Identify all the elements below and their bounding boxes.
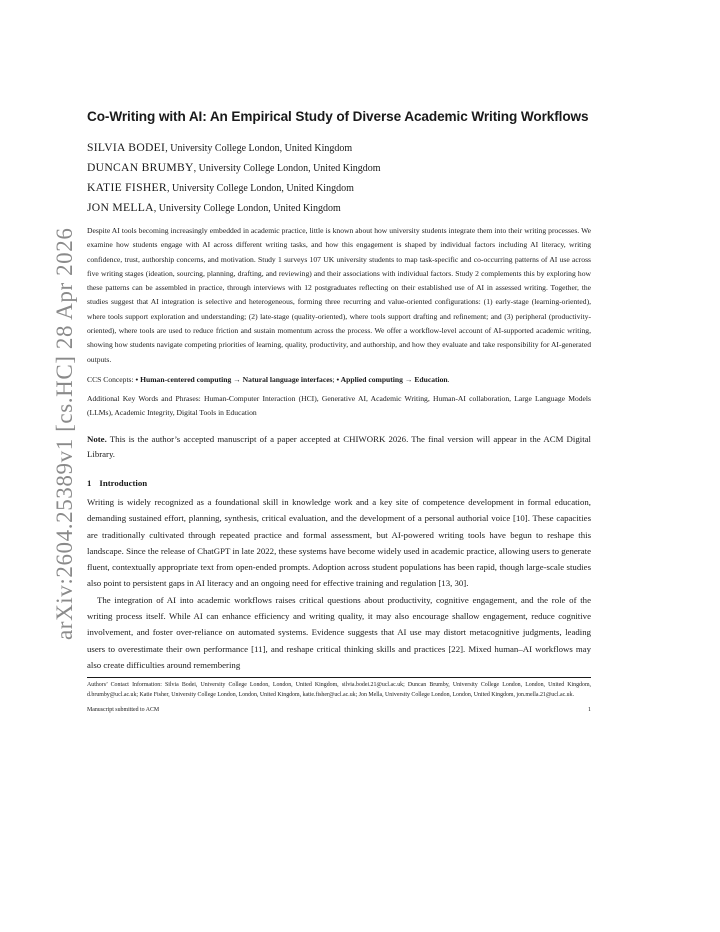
abstract: Despite AI tools becoming increasingly embedded in academic practice, little is known about how university students integrate them into their writing processes. We examine how students engage with AI across different writing tasks, and how this engagement is shaped by individual factors including AI literacy, writing confidence, trust, authorship concerns, and motivation. Study 1 surveys 107 UK university students to map task-specific and co-occurring patterns of AI use across five writing stages (ideation, sourcing, planning, drafting, and reviewing) and their associations with individual factors. Study 2 complements this by exploring how these patterns can be assembled in practice, through interviews with 12 postgraduates reflecting on their established use of AI in assessed writing. Together, the studies suggest that AI integration is selective and heterogeneous, forming three recurring and value-oriented configurations: (1) early-stage (learning-oriented), where tools support exploration and understanding; (2) late-stage (quality-oriented), where tools support drafting and refinement; and (3) peripheral (productivity-oriented), where tools are used to reduce friction and sustain momentum across the process. We offer a workflow-level account of AI-supported academic writing, showing how students navigate competing priorities of learning, quality, productivity, and authorship, and how they evaluate and take responsibility for AI-generated outputs. [87,226,591,364]
author-name: JON MELLA [87,201,154,214]
page-footer [87,705,591,715]
author-name: KATIE FISHER [87,181,167,194]
author-name: DUNCAN BRUMBY [87,161,194,174]
section-heading [87,476,591,490]
arxiv-identifier-stamp: arXiv:2604.25389v1 [cs.HC] 28 Apr 2026 [52,227,77,640]
author-affiliation: , University College London, United Kingdom [153,203,341,214]
ccs-end: . [447,374,450,384]
author-name: SILVIA BODEI [87,141,166,154]
submission-note: Manuscript submitted to ACM [87,707,160,714]
body-paragraph: The integration of AI into academic workflows raises critical questions about productivity, cognitive engagement, and the role of the writing process itself. While AI can enhance efficiency and writing quality, it may also encourage shallow engagement, reduce cognitive involvement, and foster over-reliance on automated systems. Evidence suggests that AI use may distort metacognitive judgments, leading users to overestimate their own performance [11], and reshape critical thinking skills and practices [22]. Mixed human–AI workflows may also create difficulties around remembering [87,594,591,670]
author-entry [87,158,591,178]
section-title: Introduction [99,477,148,488]
paper-title: Co-Writing with AI: An Empirical Study of Diverse Academic Writing Workflows [87,109,589,124]
note-text: This is the author’s accepted manuscript of a paper accepted at CHIWORK 2026. The final version will appear in the ACM Digital Library. [87,433,591,460]
ccs-concept-1: • Human-centered computing → Natural language interfaces [135,374,333,384]
body-paragraph: Writing is widely recognized as a foundational skill in knowledge work and a key site of competence development in formal education, demanding sustained effort, planning, synthesis, critical evaluation, and the development of a personal authorial voice [10]. These capacities are traditionally cultivated through repeated practice and formal assessment, but AI-powered writing tools have begun to reshape this landscape. Since the release of ChatGPT in late 2022, these systems have become widely used in academic practice, allowing users to generate fluent, contextually appropriate text from open-ended prompts. Adoption across student populations has been rapid, though large-scale studies also point to persistent gaps in AI literacy and an ongoing need for effective training and regulation [13, 30]. [87,496,591,589]
ccs-label: CCS Concepts: [87,374,136,384]
manuscript-note [87,432,591,463]
author-affiliation: , University College London, United Kingdom [165,143,353,154]
author-list [87,138,591,218]
author-affiliation: , University College London, United Kingdom [166,183,354,194]
author-entry [87,198,591,218]
author-entry [87,138,591,158]
footnote-divider [87,677,591,678]
paper-page [87,108,591,715]
page-number: 1 [588,707,591,714]
author-contact-footnote: Authors’ Contact Information: Silvia Bodei, University College London, London, United Kingdom, silvia.bodei.21@ucl.ac.uk; Duncan Brumby, University College London, London, United Kingdom, d.brumby@ucl.ac.uk; Katie Fisher, University College London, London, United Kingdom, katie.fisher@ucl.ac.uk; Jon Mella, University College London, London, United Kingdom, jon.mella.21@ucl.ac.uk. [87,682,591,699]
keywords: Additional Key Words and Phrases: Human-Computer Interaction (HCI), Generative AI, Academic Writing, Human-AI collaboration, Large Language Models (LLMs), Academic Integrity, Digital Tools in Education [87,393,591,417]
ccs-separator: ; [332,374,337,384]
note-label: Note. [87,433,107,444]
author-entry [87,178,591,198]
section-number: 1 [87,477,92,488]
author-affiliation: , University College London, United Kingdom [193,163,381,174]
ccs-concepts [87,373,591,387]
ccs-concept-2: • Applied computing → Education [336,374,448,384]
